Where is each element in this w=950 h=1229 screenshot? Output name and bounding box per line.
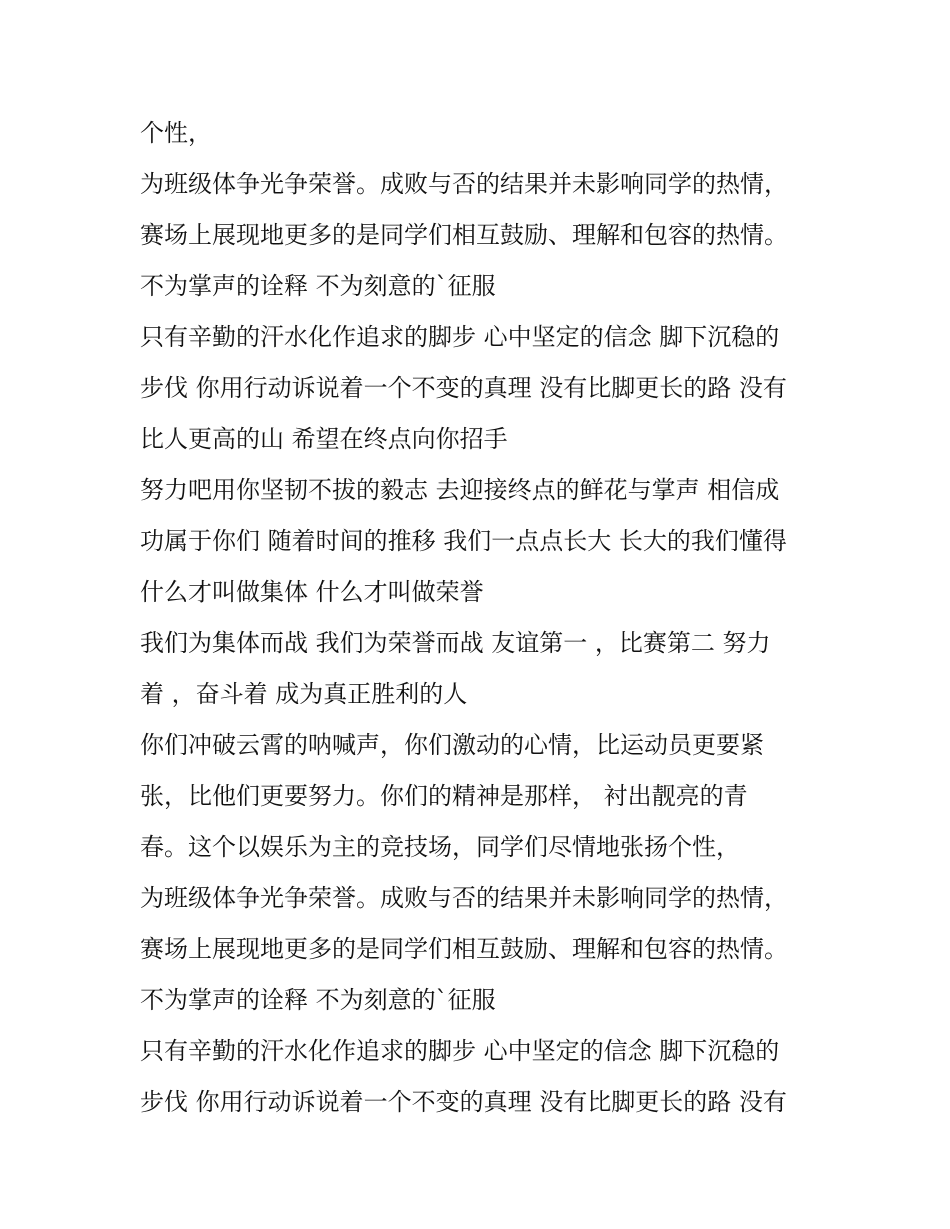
text-line-13: 你们冲破云霄的呐喊声，你们激动的心情，比运动员更要紧: [140, 731, 764, 759]
text-line-15: 春。这个以娱乐为主的竞技场，同学们尽情地张扬个性，: [140, 833, 740, 861]
text-line-20: 步伐 你用行动诉说着一个不变的真理 没有比脚更长的路 没有: [140, 1088, 787, 1116]
text-line-14: 张，比他们更要努力。你们的精神是那样， 衬出靓亮的青: [140, 782, 748, 810]
text-line-3: 赛场上展现地更多的是同学们相互鼓励、理解和包容的热情。: [140, 221, 788, 249]
text-line-6: 步伐 你用行动诉说着一个不变的真理 没有比脚更长的路 没有: [140, 374, 787, 402]
text-line-19: 只有辛勤的汗水化作追求的脚步 心中坚定的信念 脚下沉稳的: [140, 1037, 780, 1065]
text-line-1: 个性，: [140, 119, 212, 147]
text-line-7: 比人更高的山 希望在终点向你招手: [140, 425, 508, 453]
text-line-11: 我们为集体而战 我们为荣誉而战 友谊第一 ，比赛第二 努力: [140, 629, 771, 657]
text-line-16: 为班级体争光争荣誉。成败与否的结果并未影响同学的热情，: [140, 884, 788, 912]
text-line-8: 努力吧用你坚韧不拔的毅志 去迎接终点的鲜花与掌声 相信成: [140, 476, 780, 504]
body-text: [140, 108, 820, 1128]
text-line-18: 不为掌声的诠释 不为刻意的`征服: [140, 986, 496, 1014]
text-line-12: 着 ，奋斗着 成为真正胜利的人: [140, 680, 468, 708]
text-line-5: 只有辛勤的汗水化作追求的脚步 心中坚定的信念 脚下沉稳的: [140, 323, 780, 351]
text-line-10: 什么才叫做集体 什么才叫做荣誉: [140, 578, 484, 606]
text-line-9: 功属于你们 随着时间的推移 我们一点点长大 长大的我们懂得: [140, 527, 787, 555]
text-line-2: 为班级体争光争荣誉。成败与否的结果并未影响同学的热情，: [140, 170, 788, 198]
text-line-17: 赛场上展现地更多的是同学们相互鼓励、理解和包容的热情。: [140, 935, 788, 963]
text-line-4: 不为掌声的诠释 不为刻意的`征服: [140, 272, 496, 300]
